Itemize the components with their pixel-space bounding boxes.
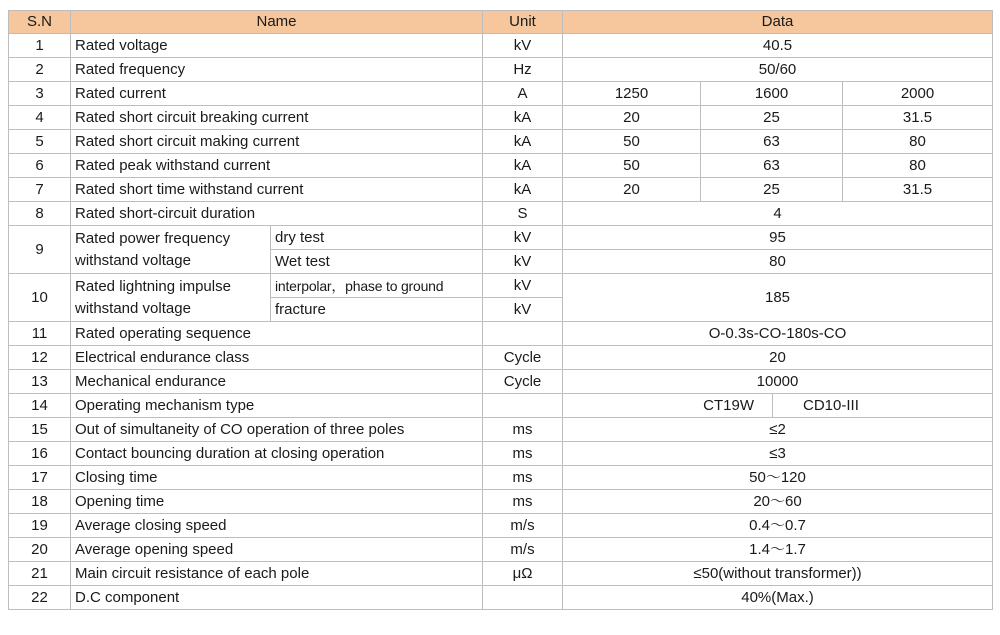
row-value: 50/60 [563,58,993,82]
row-unit: Cycle [483,370,563,394]
row-unit [483,322,563,346]
row-sn: 16 [9,442,71,466]
row-value: 20 [563,346,993,370]
row-name: Rated current [71,82,483,106]
row-value-3: 31.5 [843,178,993,202]
row-subname: Wet test [271,250,483,274]
row-unit: ms [483,466,563,490]
row-name [71,226,271,274]
row-value: 4 [563,202,993,226]
row-unit: kV [483,298,563,322]
header-sn: S.N [9,11,71,34]
table-row [9,370,993,394]
row-name: Main circuit resistance of each pole [71,562,483,586]
row-sn: 10 [9,274,71,322]
row-name: Mechanical endurance [71,370,483,394]
row-value-2: 63 [701,154,843,178]
table-row [9,154,993,178]
row-sn: 15 [9,418,71,442]
row-name: Rated short time withstand current [71,178,483,202]
row-name: Rated short-circuit duration [71,202,483,226]
row-name-line1: Rated power frequency [75,229,231,247]
row-value: 95 [563,226,993,250]
row-value-2: 63 [701,130,843,154]
row-sn: 8 [9,202,71,226]
table-row [9,202,993,226]
table-row [9,178,993,202]
table-row [9,106,993,130]
row-value: ≤2 [563,418,993,442]
row-name: Average closing speed [71,514,483,538]
specification-table [8,10,993,610]
row-unit: A [483,82,563,106]
row-unit [483,394,563,418]
row-value-3: 80 [843,130,993,154]
row-sn: 2 [9,58,71,82]
row-value-3: 31.5 [843,106,993,130]
row-name: Rated voltage [71,34,483,58]
row-sn: 13 [9,370,71,394]
row-name: Rated short circuit breaking current [71,106,483,130]
table-row [9,586,993,610]
row-sn: 18 [9,490,71,514]
row-unit: S [483,202,563,226]
row-name: Rated peak withstand current [71,154,483,178]
row-sn: 20 [9,538,71,562]
row-name: Closing time [71,466,483,490]
row-name-line2: withstand voltage [75,251,191,269]
row-name: Electrical endurance class [71,346,483,370]
row-sn: 14 [9,394,71,418]
row-value: 40.5 [563,34,993,58]
row-name: Rated operating sequence [71,322,483,346]
row-value: 80 [563,250,993,274]
row-value: ≤3 [563,442,993,466]
row-value-1: CT19W [563,394,773,418]
row-name [71,274,271,322]
row-unit: kA [483,154,563,178]
row-unit: m/s [483,538,563,562]
table-row [9,346,993,370]
row-value-2: 1600 [701,82,843,106]
row-value-1: 1250 [563,82,701,106]
row-name: Average opening speed [71,538,483,562]
row-value: 50～120 [563,466,993,490]
table-row [9,418,993,442]
row-value-1: 20 [563,106,701,130]
row-unit: ms [483,490,563,514]
table-row [9,394,993,418]
row-subname: interpolar，phase to ground [271,274,483,298]
row-sn: 6 [9,154,71,178]
table-row [9,514,993,538]
row-unit: Cycle [483,346,563,370]
table-row [9,226,993,250]
row-value: 10000 [563,370,993,394]
header-name: Name [71,11,483,34]
row-value-3: 80 [843,154,993,178]
row-unit: ms [483,418,563,442]
row-value-3: 2000 [843,82,993,106]
row-sn: 21 [9,562,71,586]
row-value: ≤50(without transformer)) [563,562,993,586]
row-name-line1: Rated lightning impulse [75,277,231,295]
row-value: 185 [563,274,993,322]
row-sn: 19 [9,514,71,538]
row-sn: 7 [9,178,71,202]
row-sn: 12 [9,346,71,370]
table-row [9,130,993,154]
row-name: Rated short circuit making current [71,130,483,154]
row-value: 1.4～1.7 [563,538,993,562]
row-value-2: CD10-III [773,394,993,418]
row-name: Operating mechanism type [71,394,483,418]
row-value-1: 50 [563,130,701,154]
table-row [9,82,993,106]
row-name-line2: withstand voltage [75,299,191,317]
row-name: Opening time [71,490,483,514]
row-value-2: 25 [701,106,843,130]
row-unit: kA [483,178,563,202]
row-sn: 5 [9,130,71,154]
row-unit: μΩ [483,562,563,586]
header-unit: Unit [483,11,563,34]
row-value: 20～60 [563,490,993,514]
row-sn: 4 [9,106,71,130]
row-unit: kV [483,34,563,58]
row-unit: m/s [483,514,563,538]
row-sn: 1 [9,34,71,58]
row-value-1: 50 [563,154,701,178]
row-sn: 17 [9,466,71,490]
table-row [9,562,993,586]
row-unit: kV [483,226,563,250]
row-unit: Hz [483,58,563,82]
row-unit: ms [483,442,563,466]
table-row [9,466,993,490]
row-unit: kV [483,274,563,298]
table-row [9,442,993,466]
row-unit: kV [483,250,563,274]
row-name: Contact bouncing duration at closing operation [71,442,483,466]
row-sn: 9 [9,226,71,274]
header-data: Data [563,11,993,34]
row-value: 40%(Max.) [563,586,993,610]
table-row [9,274,993,298]
row-name: D.C component [71,586,483,610]
row-sn: 11 [9,322,71,346]
row-sn: 22 [9,586,71,610]
header-row [9,11,993,34]
row-subname: fracture [271,298,483,322]
row-name: Out of simultaneity of CO operation of three poles [71,418,483,442]
row-unit [483,586,563,610]
table-row [9,322,993,346]
row-name: Rated frequency [71,58,483,82]
row-value: 0.4～0.7 [563,514,993,538]
row-value: O-0.3s-CO-180s-CO [563,322,993,346]
table-row [9,538,993,562]
table-row [9,490,993,514]
row-unit: kA [483,106,563,130]
row-unit: kA [483,130,563,154]
row-subname: dry test [271,226,483,250]
row-value-1: 20 [563,178,701,202]
row-sn: 3 [9,82,71,106]
table-row [9,58,993,82]
row-value-2: 25 [701,178,843,202]
table-row [9,34,993,58]
